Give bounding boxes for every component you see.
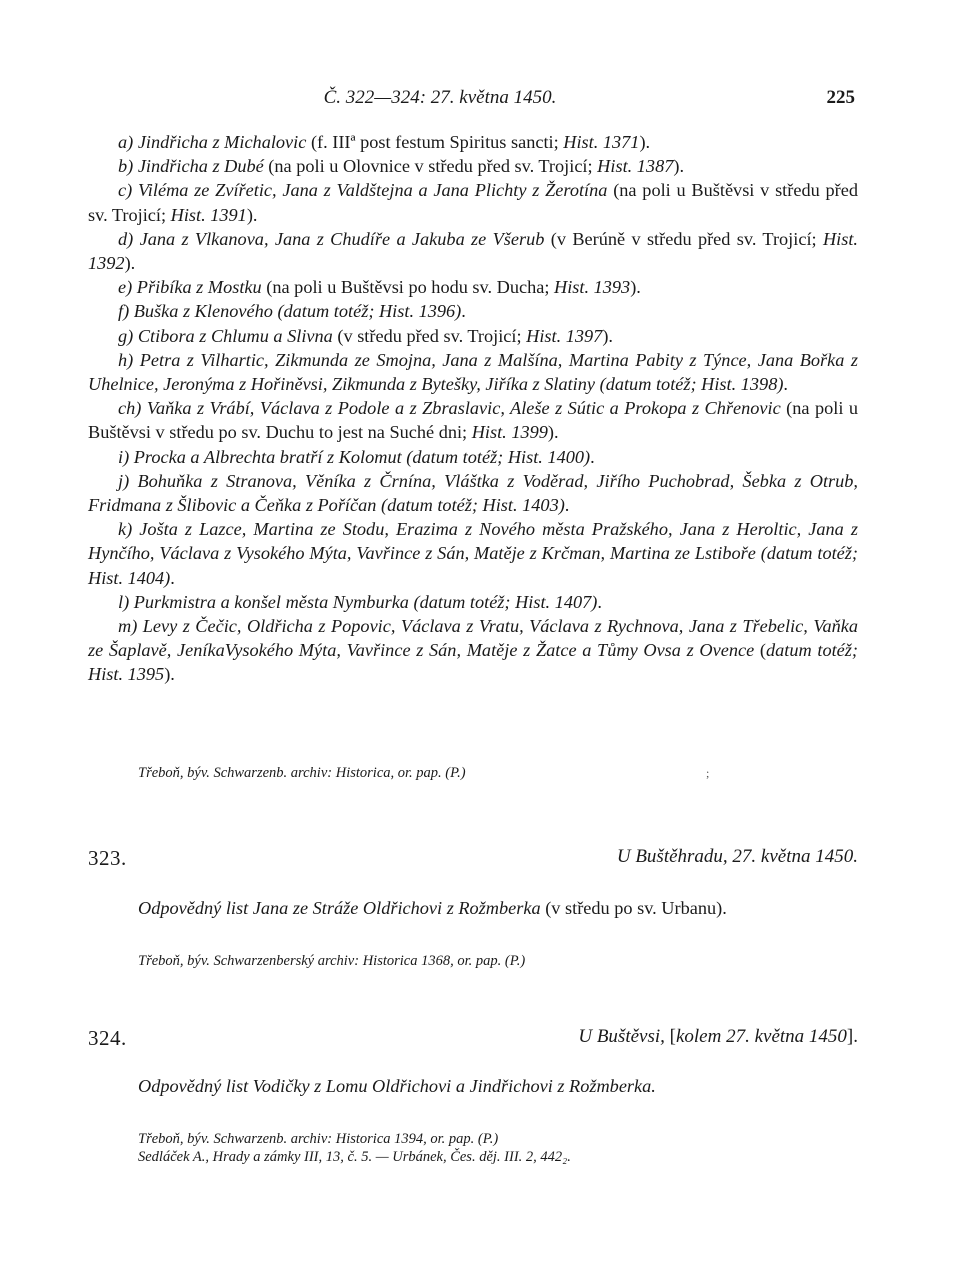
entry-names: Jindřicha z Dubé <box>137 156 264 177</box>
source-note-323: Třeboň, býv. Schwarzenberský archiv: Historica 1368, or. pap. (P.) <box>138 953 526 969</box>
source-324-line-2: Sedláček A., Hrady a zámky III, 13, č. 5. — Urbánek, Čes. děj. III. 2, 442₂. <box>138 1149 571 1165</box>
regest-323-plain: (v středu po sv. Urbanu). <box>540 898 727 918</box>
document-header-324 <box>88 1026 858 1056</box>
source-note-324 <box>138 1130 838 1166</box>
entry-322-item <box>88 445 858 469</box>
entry-hist: Hist. 1399 <box>471 422 548 443</box>
entry-details-close: ). <box>124 253 136 274</box>
entry-hist: Hist. 1397 <box>526 325 603 346</box>
entry-322-item <box>88 178 858 226</box>
entry-322-item <box>88 275 858 299</box>
entry-names: Petra z Vilhartic, Zikmunda ze Smojna, Jana z Malšína, Martina Pabity z Týnce, Jana Bořka z Uhelnice, Jeronýma z Hořiněvsi, Zikmunda z Bytešky, Jiříka z Slatiny <box>88 349 858 395</box>
entry-hist: Hist. 1391 <box>170 204 247 225</box>
entry-letter: i) <box>118 446 130 467</box>
entry-details-close: ). <box>164 664 175 685</box>
entry-letter: g) <box>118 325 134 346</box>
entry-letter: l) <box>118 591 130 612</box>
entry-hist: datum totéž; Hist. 1395 <box>88 640 858 685</box>
entry-letter: e) <box>118 277 133 298</box>
regest-323-italic: Odpovědný list Jana ze Stráže Oldřichovi z Rožmberka <box>138 898 541 918</box>
date-bracket-text: kolem 27. května 1450 <box>675 1026 847 1047</box>
entry-letter: ch) <box>118 398 142 419</box>
entry-details-close: . <box>590 446 595 467</box>
entry-322-item <box>88 590 858 614</box>
entry-hist: (datum totéž; Hist. 1403) <box>380 495 565 516</box>
source-324-line-1: Třeboň, býv. Schwarzenb. archiv: Historica 1394, or. pap. (P.) <box>138 1131 499 1147</box>
source-note-322: Třeboň, býv. Schwarzenb. archiv: Historica, or. pap. (P.) <box>138 765 466 781</box>
entry-322-item <box>88 348 858 396</box>
entry-letter: j) <box>118 470 130 491</box>
entry-details: (na poli u Buštěvsi po hodu sv. Ducha; <box>261 277 555 298</box>
date-place-324-text: U Buštěvsi, <box>578 1026 670 1047</box>
entry-322-item <box>88 130 858 154</box>
entry-names: Bohuňka z Stranova, Věníka z Črnína, Vláštka z Voděrad, Jiřího Puchobrad, Šebka z Otrub, Fridmana z Šlibovic a Čeňka z Poříčan <box>88 470 859 516</box>
entry-hist: (datum totéž; Hist. 1398) <box>599 374 784 395</box>
document-date-place-324 <box>578 1026 858 1048</box>
entry-letter: d) <box>118 228 134 249</box>
entry-details-close: . <box>461 301 466 322</box>
entry-322-item <box>88 469 858 517</box>
entry-details: (na poli u Buštěvsi v středu před sv. Trojicí; <box>88 180 858 225</box>
entry-letter: f) <box>118 301 130 322</box>
entry-names: Ctibora z Chlumu a Slivna <box>137 325 333 346</box>
entry-details-close: ). <box>246 204 258 225</box>
entry-names: Procka a Albrechta bratří z Kolomut <box>133 446 402 467</box>
entry-hist: (datum totéž; Hist. 1400) <box>406 446 591 467</box>
entry-names: Vaňka z Vrábí, Václava z Podole a z Zbraslavic, Aleše z Sútic a Prokopa z Chřenovic <box>146 398 781 419</box>
entry-322-item <box>88 227 858 275</box>
entry-details: ( <box>754 640 766 661</box>
document-number-324: 324. <box>88 1026 127 1050</box>
entry-hist: (datum totéž; Hist. 1407) <box>413 591 598 612</box>
entry-letter: b) <box>118 156 134 177</box>
entry-details-close: . <box>783 374 788 395</box>
entry-322-item <box>88 396 858 444</box>
stray-mark: ; <box>706 766 710 780</box>
regest-324 <box>138 1074 863 1098</box>
entry-names: Jindřicha z Michalovic <box>137 132 307 152</box>
entry-letter: a) <box>118 132 134 152</box>
document-number-323: 323. <box>88 846 127 870</box>
entry-details: (na poli u Buštěvsi v středu po sv. Duchu to jest na Suché dni; <box>88 398 859 443</box>
document-date-place-323: U Buštěhradu, 27. května 1450. <box>616 846 858 867</box>
entry-details-close: ). <box>630 277 641 298</box>
entry-hist: Hist. 1393 <box>554 277 631 298</box>
date-bracket-close: ]. <box>846 1026 858 1047</box>
date-bracket-open: [ <box>669 1026 676 1047</box>
running-head-title: Č. 322—324: 27. května 1450. <box>323 87 557 108</box>
entry-hist: Hist. 1371 <box>563 132 640 152</box>
entry-details-close: ). <box>602 325 613 346</box>
entry-names: Buška z Klenového <box>133 301 273 322</box>
entry-names: Jana z Vlkanova, Jana z Chudíře a Jakuba ze Všerub <box>139 228 545 249</box>
entry-322-item <box>88 299 858 323</box>
entries-list-322 <box>88 130 858 687</box>
document-header-323 <box>88 846 858 876</box>
entry-names: Levy z Čečic, Oldřicha z Popovic, Václava z Vratu, Václava z Rychnova, Jana z Třebelic, Vaňka ze Šaplavě, JeníkaVysokého Mýta, Vavřince z Sán, Matěje z Žatce a Tůmy Ovsa z Ovence <box>88 616 858 661</box>
entry-names: Jošta z Lazce, Martina ze Stodu, Erazima z Nového města Pražského, Jana z Heroltic, Jana z Hynčího, Václava z Vysokého Mýta, Vavřince z Sán, Matěje z Krčman, Martina ze Lstiboře <box>88 519 858 564</box>
entry-details-close: ). <box>673 156 685 177</box>
entry-letter: k) <box>118 519 133 540</box>
entry-details: (v středu před sv. Trojicí; <box>332 325 527 346</box>
entry-322-item <box>88 614 858 687</box>
entry-hist: (datum totéž; Hist. 1396) <box>277 301 462 322</box>
entry-letter: h) <box>118 349 134 370</box>
page-number: 225 <box>826 87 855 108</box>
entry-322-item <box>88 324 858 348</box>
entry-hist: Hist. 1392 <box>88 228 858 274</box>
entry-details-close: ). <box>639 132 651 152</box>
entry-322-item <box>88 517 858 590</box>
entry-letter: m) <box>118 616 138 637</box>
entry-names: Purkmistra a konšel města Nymburka <box>133 591 409 612</box>
entry-hist: (datum totéž; Hist. 1404) <box>88 543 858 588</box>
entry-letter: c) <box>118 180 133 201</box>
entry-hist: Hist. 1387 <box>597 156 674 177</box>
entry-details: (na poli u Olovnice v středu před sv. Trojicí; <box>263 156 598 177</box>
regest-323 <box>138 896 863 920</box>
entry-details: (v Berúně v středu před sv. Trojicí; <box>544 228 823 249</box>
entry-names: Viléma ze Zvířetic, Jana z Valdštejna a Jana Plichty z Žerotína <box>137 180 608 201</box>
entry-322-item <box>88 154 858 178</box>
entry-details: (f. IIIª post festum Spiritus sancti; <box>306 132 564 152</box>
regest-324-italic: Odpovědný list Vodičky z Lomu Oldřichovi a Jindřichovi z Rožmberka. <box>138 1076 656 1096</box>
entry-details-close: . <box>564 495 570 516</box>
entry-details-close: ). <box>547 422 559 443</box>
entry-details-close: . <box>597 591 602 612</box>
entry-details-close: . <box>170 567 175 588</box>
entry-names: Přibíka z Mostku <box>136 277 262 298</box>
